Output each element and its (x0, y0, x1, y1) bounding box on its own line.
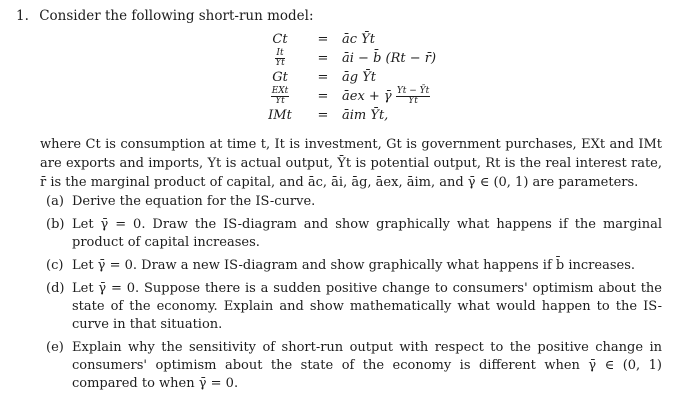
equation-exports (256, 86, 436, 106)
fraction-numerator: EXt (271, 85, 289, 96)
eq-lhs (256, 87, 304, 106)
sub-question (46, 339, 662, 393)
eq-lhs: Ct (272, 31, 288, 47)
sub-question-text: Let γ̄ = 0. Draw the IS-diagram and show graphically what happens if the marginal product of capital increases. (72, 217, 662, 250)
sub-question-text: Let γ̄ = 0. Suppose there is a sudden positive change to consumers' optimism about the state of the economy. Explain and show mathematically what would happen to the IS-curve in that situation. (72, 281, 662, 332)
equation-imports (256, 106, 436, 124)
variable-description: where Ct is consumption at time t, It is investment, Gt is government purchases, EXt and IMt are exports and imports, Yt is actual output, Ȳt is potential output, Rt is the real interest rate, r̄ is the marginal product of capital, and āc, āi, āg, āex, āim, and γ̄ ∈ (0, 1) are parameters. (40, 137, 662, 190)
sub-question (46, 193, 662, 211)
sub-question-label: (b) (46, 217, 65, 232)
eq-rhs: āc Ȳt (342, 31, 375, 47)
eq-rhs-main: āex + γ̄ (342, 88, 392, 104)
question-intro: Consider the following short-run model: (39, 8, 314, 24)
sub-question (46, 216, 662, 252)
fraction-denominator: Yt (408, 95, 418, 106)
eq-lhs: IMt (268, 107, 292, 123)
sub-question-text: Derive the equation for the IS-curve. (72, 194, 316, 209)
equation-consumption (256, 30, 436, 48)
question-number: 1. (16, 8, 29, 24)
sub-questions (46, 193, 662, 398)
sub-question-label: (e) (46, 340, 64, 355)
eq-sign: = (317, 50, 329, 66)
sub-question (46, 280, 662, 334)
sub-question-text: Explain why the sensitivity of short-run output with respect to the positive change in consumers' optimism about the state of the economy is different when γ̄ ∈ (0, 1) compared to when γ̄ = 0. (72, 340, 662, 391)
eq-rhs: āi − b̄ (Rt − r̄) (342, 50, 437, 66)
fraction-denominator: Yt (275, 57, 285, 68)
eq-rhs (342, 87, 430, 106)
eq-fraction (271, 87, 290, 106)
eq-lhs (256, 49, 304, 68)
sub-question-label: (a) (46, 194, 64, 209)
eq-sign: = (317, 107, 329, 123)
fraction-numerator: Yt − Ȳt (396, 85, 430, 96)
eq-rhs: āg Ȳt (342, 69, 377, 85)
eq-lhs: Gt (272, 69, 288, 85)
sub-question-label: (d) (46, 281, 65, 296)
question-header (16, 8, 314, 24)
eq-sign: = (317, 88, 329, 104)
eq-fraction (274, 49, 286, 68)
sub-question (46, 257, 662, 275)
sub-question-text: Let γ̄ = 0. Draw a new IS-diagram and show graphically what happens if b̄ increases. (72, 258, 635, 273)
equation-government (256, 68, 436, 86)
eq-sign: = (317, 31, 329, 47)
fraction-denominator: Yt (275, 95, 285, 106)
model-equations (256, 30, 436, 124)
eq-rhs: āim Ȳt, (342, 107, 389, 123)
sub-question-label: (c) (46, 258, 64, 273)
equation-investment (256, 48, 436, 68)
fraction-numerator: It (276, 47, 284, 58)
eq-fraction (396, 87, 430, 106)
eq-sign: = (317, 69, 329, 85)
